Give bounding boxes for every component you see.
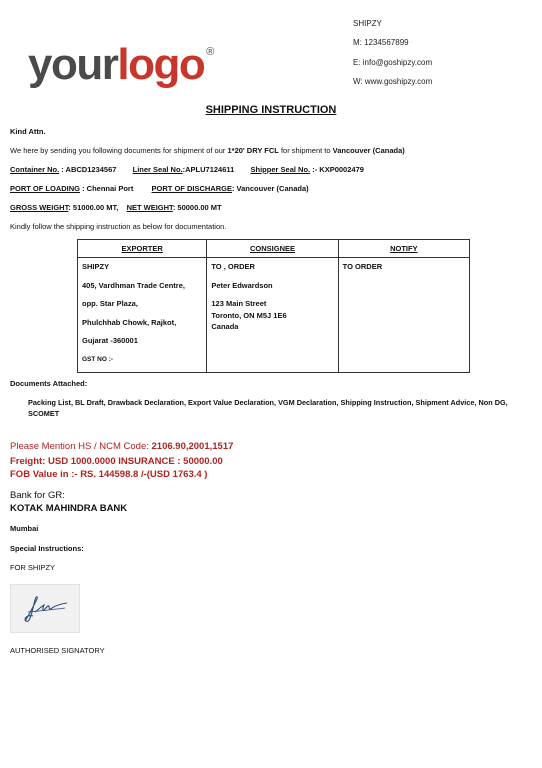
container-no-value: : ABCD1234567 bbox=[59, 165, 117, 174]
exporter-address-line-3: Phulchhab Chowk, Rajkot, bbox=[82, 317, 177, 327]
notify-cell bbox=[338, 258, 469, 373]
bank-label: Bank for GR: bbox=[10, 490, 65, 501]
exporter-address-line-2: opp. Star Plaza, bbox=[82, 299, 138, 308]
notify-header: NOTIFY bbox=[338, 240, 469, 258]
exporter-gst: GST NO :- bbox=[82, 355, 114, 363]
net-weight-value: : 50000.00 MT bbox=[172, 203, 222, 212]
liner-seal-label: Liner Seal No. bbox=[132, 165, 183, 174]
weights-row bbox=[10, 203, 222, 212]
company-website: W: www.goshipzy.com bbox=[353, 76, 433, 86]
hs-code-label: Please Mention HS / NCM Code: bbox=[10, 441, 152, 452]
bank-name: KOTAK MAHINDRA BANK bbox=[10, 503, 128, 514]
freight-insurance-line: Freight: USD 1000.0000 INSURANCE : 50000.00 bbox=[10, 456, 223, 467]
liner-seal-value: :APLU7124611 bbox=[182, 165, 235, 174]
documents-label: Documents Attached: bbox=[10, 379, 88, 388]
exporter-name: SHIPZY bbox=[82, 262, 110, 271]
port-of-discharge-value: : Vancouver (Canada) bbox=[231, 184, 309, 193]
port-of-loading-value: : Chennai Port bbox=[80, 184, 134, 193]
exporter-address-line-1: 405, Vardhman Trade Centre, bbox=[82, 280, 185, 290]
consignee-cell bbox=[207, 258, 338, 373]
consignee-order: TO , ORDER bbox=[211, 262, 255, 271]
handwritten-signature-icon bbox=[11, 585, 79, 632]
destination: Vancouver (Canada) bbox=[332, 146, 405, 155]
gross-weight-value: : 51000.00 MT, bbox=[68, 203, 119, 212]
shipper-seal-value: :- KXP0002479 bbox=[310, 165, 364, 174]
consignee-address-line-3: Canada bbox=[211, 322, 239, 331]
parties-detail-row bbox=[78, 258, 470, 373]
company-contact-block bbox=[353, 14, 432, 91]
special-instructions-label: Special Instructions: bbox=[10, 544, 84, 553]
company-logo bbox=[28, 24, 214, 93]
gross-weight-label: GROSS WEIGHT bbox=[10, 203, 69, 212]
intro-sentence bbox=[10, 146, 405, 155]
signature-image bbox=[10, 584, 80, 633]
document-title: SHIPPING INSTRUCTION bbox=[205, 104, 337, 116]
company-name: SHIPZY bbox=[353, 19, 382, 28]
company-email: E: info@goshipzy.com bbox=[353, 57, 433, 67]
registered-mark: ® bbox=[206, 46, 215, 58]
intro-prefix: We here by sending you following documents for shipment of our bbox=[10, 146, 228, 155]
greeting: Kind Attn. bbox=[10, 127, 46, 136]
seal-numbers-row bbox=[10, 165, 364, 174]
exporter-cell bbox=[78, 258, 207, 373]
net-weight-label: NET WEIGHT bbox=[126, 203, 173, 212]
hs-code-value: 2106.90,2001,1517 bbox=[151, 441, 234, 452]
container-type: 1*20' DRY FCL bbox=[227, 146, 279, 155]
consignee-name: Peter Edwardson bbox=[211, 280, 273, 290]
company-phone: M: 1234567899 bbox=[353, 38, 409, 48]
consignee-header: CONSIGNEE bbox=[207, 240, 338, 258]
consignee-address-line-2: Toronto, ON M5J 1E6 bbox=[211, 310, 287, 320]
ports-row bbox=[10, 184, 309, 193]
port-of-discharge-label: PORT OF DISCHARGE bbox=[151, 184, 232, 193]
hs-code-line bbox=[10, 441, 233, 452]
for-company: FOR SHIPZY bbox=[10, 563, 56, 572]
documents-list-line-1: Packing List, BL Draft, Drawback Declaration, Export Value Declaration, VGM Declaration, Shipping Instruction, Shipment Advice, Non DG, bbox=[28, 398, 508, 407]
parties-table bbox=[77, 239, 470, 373]
consignee-address-line-1: 123 Main Street bbox=[211, 299, 267, 308]
shipper-seal-label: Shipper Seal No. bbox=[250, 165, 311, 174]
logo-text-your: your bbox=[28, 40, 118, 89]
intro-middle: for shipment to bbox=[278, 146, 333, 155]
logo-text-logo: logo bbox=[117, 40, 205, 89]
follow-instruction-text: Kindly follow the shipping instruction as below for documentation. bbox=[10, 222, 227, 231]
parties-header-row bbox=[78, 240, 470, 258]
container-no-label: Container No. bbox=[10, 165, 60, 174]
exporter-header: EXPORTER bbox=[78, 240, 207, 258]
documents-list-line-2: SCOMET bbox=[28, 409, 60, 418]
notify-text: TO ORDER bbox=[342, 262, 383, 271]
bank-city: Mumbai bbox=[10, 524, 39, 533]
authorised-signatory: AUTHORISED SIGNATORY bbox=[10, 646, 105, 655]
fob-value-line: FOB Value in :- RS. 144598.8 /-(USD 1763.4 ) bbox=[10, 469, 208, 480]
port-of-loading-label: PORT OF LOADING bbox=[10, 184, 80, 193]
exporter-address-line-4: Gujarat -360001 bbox=[82, 336, 138, 345]
